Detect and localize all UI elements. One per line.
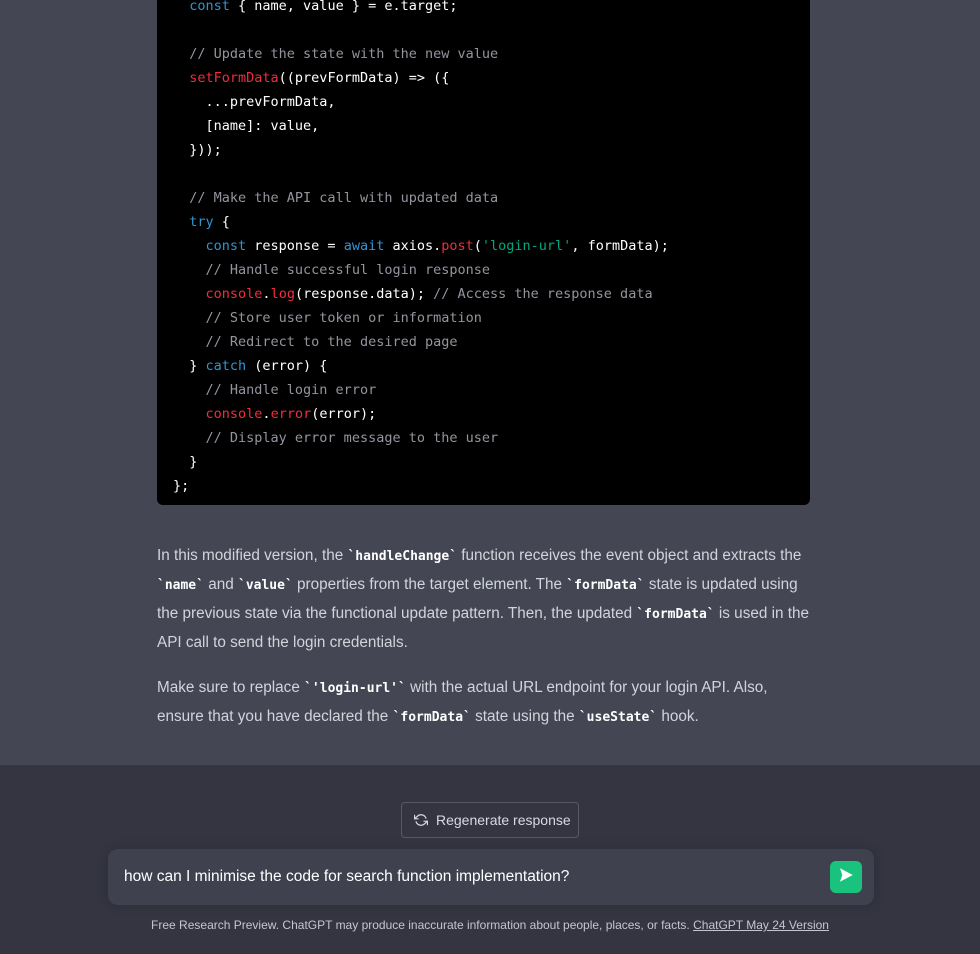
- code-token: response =: [246, 238, 344, 254]
- code-token: error: [270, 406, 312, 422]
- code-token: ((prevFormData) => ({: [278, 70, 450, 86]
- code-token: .: [262, 286, 271, 302]
- code-token: // Update the state with the new value: [189, 46, 499, 62]
- code-line: [173, 402, 669, 426]
- code-line: [173, 114, 669, 138]
- code-line: [173, 66, 669, 90]
- code-token: [173, 238, 206, 254]
- code-token: [173, 214, 189, 230]
- code-token: [173, 70, 189, 86]
- version-link[interactable]: ChatGPT May 24 Version: [693, 918, 829, 932]
- inline-code: `useState`: [578, 710, 658, 725]
- code-token: [173, 190, 189, 206]
- code-line: [173, 306, 669, 330]
- code-line: [173, 378, 669, 402]
- code-token: [173, 382, 206, 398]
- code-line: [173, 90, 669, 114]
- refresh-icon: [414, 813, 428, 827]
- regenerate-button[interactable]: [401, 802, 579, 838]
- code-line: [173, 474, 669, 498]
- code-token: console: [205, 406, 263, 422]
- code-token: const: [205, 238, 247, 254]
- message-input[interactable]: [108, 849, 874, 905]
- code-line: [173, 42, 669, 66]
- code-token: [173, 0, 189, 14]
- code-token: // Handle successful login response: [205, 262, 490, 278]
- inline-code: `formData`: [566, 578, 645, 593]
- code-line: [173, 330, 669, 354]
- code-token: [173, 46, 189, 62]
- code-token: try: [189, 214, 214, 230]
- code-line: [173, 450, 669, 474]
- code-token: log: [270, 286, 295, 302]
- footer-text: Free Research Preview. ChatGPT may produce inaccurate information about people, places, or facts.: [151, 918, 694, 932]
- code-line: [173, 354, 669, 378]
- code-line: [173, 258, 669, 282]
- code-token: };: [173, 478, 190, 494]
- code-token: axios.: [384, 238, 442, 254]
- code-line: [173, 210, 669, 234]
- code-token: ...prevFormData,: [173, 94, 336, 110]
- code-token: // Make the API call with updated data: [189, 190, 499, 206]
- code-line: [173, 426, 669, 450]
- inline-code: `formData`: [392, 710, 471, 725]
- code-token: // Display error message to the user: [205, 430, 499, 446]
- code-line: [173, 18, 669, 42]
- code-token: [173, 406, 206, 422]
- regenerate-label: Regenerate response: [436, 812, 571, 828]
- composer-area: [0, 765, 980, 954]
- code-token: , formData);: [571, 238, 669, 254]
- inline-code: `value`: [238, 578, 293, 593]
- code-token: { name, value } = e.target;: [229, 0, 458, 14]
- code-token: console: [205, 286, 263, 302]
- code-line: [173, 0, 669, 18]
- code-block: [157, 0, 810, 505]
- code-token: (response.data);: [294, 286, 434, 302]
- code-token: .: [262, 406, 271, 422]
- code-token: }));: [173, 142, 222, 158]
- code-token: [173, 262, 206, 278]
- code-line: [173, 162, 669, 186]
- code-line: [173, 138, 669, 162]
- message-input-text[interactable]: how can I minimise the code for search function implementation?: [124, 868, 570, 885]
- code-token: (error) {: [246, 358, 328, 374]
- code-token: [173, 334, 206, 350]
- code-token: [173, 286, 206, 302]
- code-token: setFormData: [189, 70, 279, 86]
- response-paragraph-1: In this modified version, the `handleChange` function receives the event object and extracts the `name` and `value` properties from the target element. The `formData` state is updated using the previous state via the functional update pattern. Then, the updated `formData` is used in the API call to send the login credentials.: [157, 547, 810, 651]
- code-token: // Access the response data: [433, 286, 653, 302]
- code-content: [173, 0, 669, 498]
- code-token: }: [173, 454, 198, 470]
- code-token: await: [343, 238, 385, 254]
- inline-code: `'login-url'`: [304, 681, 406, 696]
- code-token: const: [189, 0, 230, 14]
- send-button[interactable]: [830, 861, 862, 893]
- code-line: [173, 186, 669, 210]
- send-icon: [837, 866, 855, 889]
- code-token: (error);: [311, 406, 377, 422]
- response-paragraph-2: Make sure to replace `'login-url'` with the actual URL endpoint for your login API. Also, ensure that you have declared the `formData` state using the `useState` hook.: [157, 679, 768, 725]
- code-token: post: [441, 238, 474, 254]
- code-token: [name]: value,: [173, 118, 320, 134]
- code-token: [173, 310, 206, 326]
- code-token: 'login-url': [481, 238, 572, 254]
- inline-code: `handleChange`: [347, 549, 458, 564]
- code-token: // Redirect to the desired page: [205, 334, 458, 350]
- code-token: {: [213, 214, 230, 230]
- inline-code: `formData`: [636, 607, 715, 622]
- code-token: // Store user token or information: [205, 310, 482, 326]
- inline-code: `name`: [157, 578, 204, 593]
- code-token: // Handle login error: [205, 382, 377, 398]
- code-token: catch: [205, 358, 247, 374]
- code-line: [173, 282, 669, 306]
- code-token: }: [173, 358, 206, 374]
- code-token: [173, 430, 206, 446]
- footer-disclaimer: [0, 918, 980, 932]
- code-token: (: [473, 238, 482, 254]
- code-line: [173, 234, 669, 258]
